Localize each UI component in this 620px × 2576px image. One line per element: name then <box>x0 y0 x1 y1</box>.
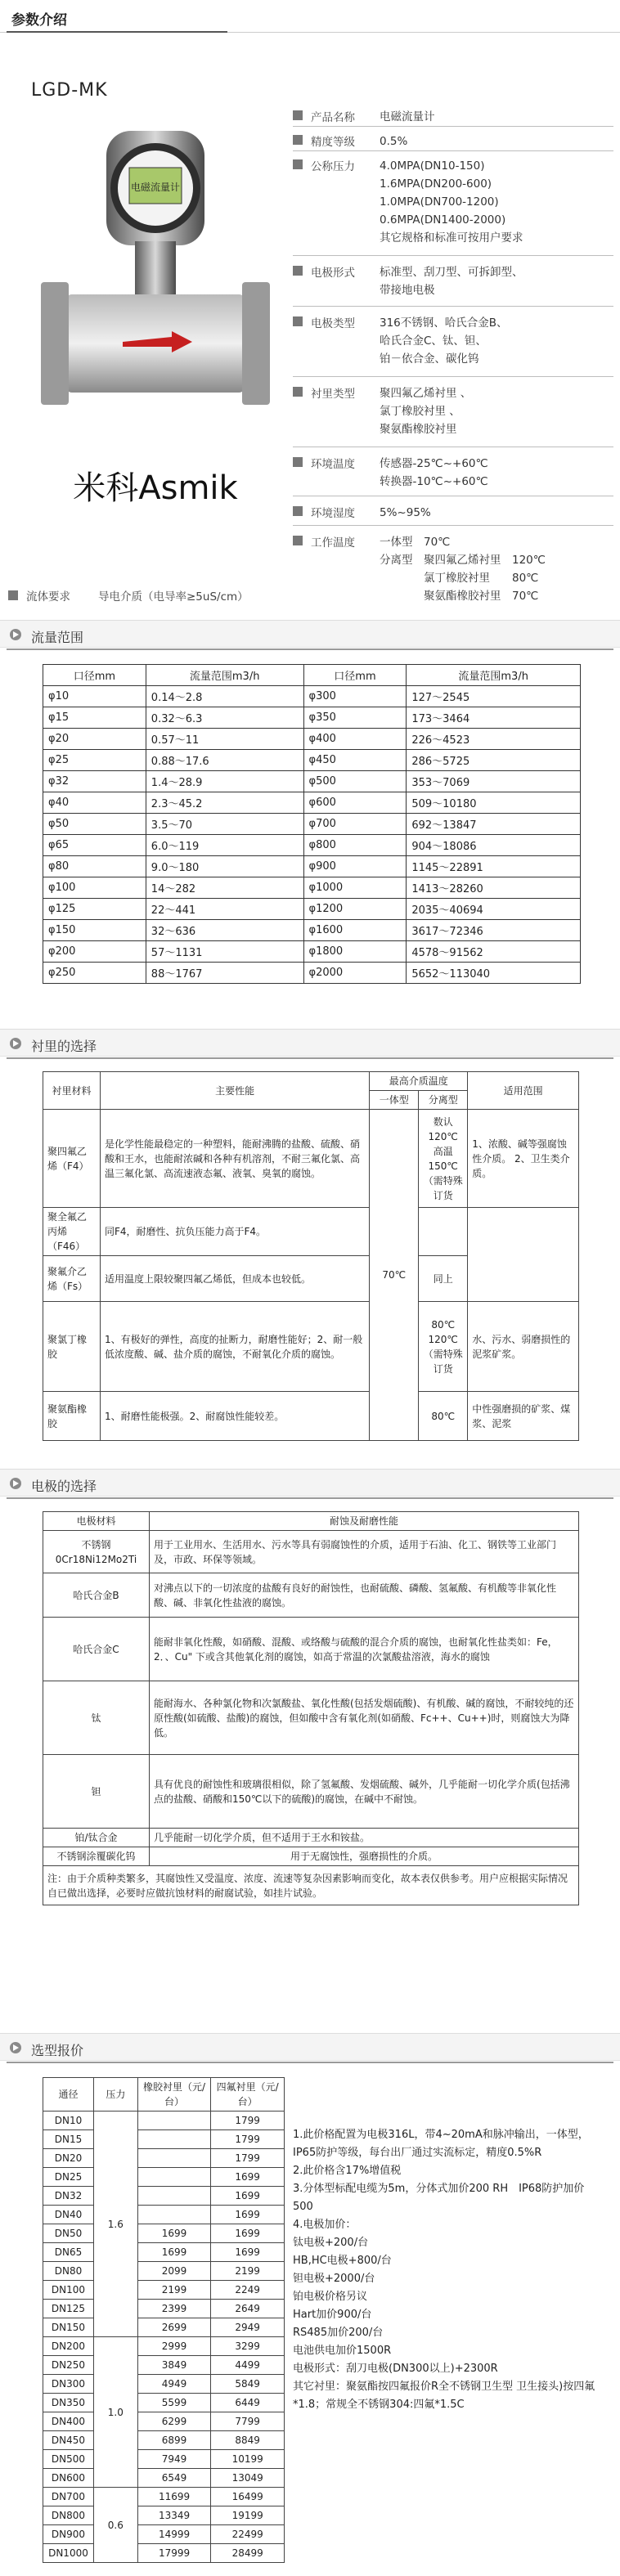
table-cell: φ1800 <box>303 941 407 963</box>
section-title: 流量范围 <box>31 630 84 645</box>
square-icon <box>293 457 303 467</box>
table-cell: φ1200 <box>303 899 407 920</box>
table-cell: 1799 <box>211 2130 285 2149</box>
table-cell: 数认120℃ 高温 150℃（需特殊订货 <box>419 1110 468 1208</box>
price-table <box>43 2077 285 2563</box>
table-cell: DN50 <box>43 2224 94 2243</box>
table-header: 耐蚀及耐磨性能 <box>149 1512 578 1531</box>
table-cell: 1、浓酸、碱等强腐蚀性介质。 2、卫生类介质。 <box>468 1110 579 1208</box>
spec-label: 产品名称 <box>311 111 355 124</box>
table-cell: 1.0 <box>93 2337 137 2488</box>
table-cell: 钛 <box>43 1681 150 1755</box>
table-cell: 能耐海水、各种氯化物和次氯酸盐、氧化性酸(包括发烟硫酸)、有机酸、碱的腐蚀，不耐较纯的还原性酸(如硫酸、盐酸)的腐蚀，但如酸中含有氧化剂(如硝酸、Fc++、Cu++)时，则腐蚀大为降低。 <box>149 1681 578 1755</box>
table-cell: φ100 <box>43 877 146 899</box>
square-icon <box>293 506 303 516</box>
table-row <box>43 2224 285 2243</box>
table-cell: 22～441 <box>146 899 303 920</box>
table-row <box>43 771 581 792</box>
table-cell: DN20 <box>43 2149 94 2168</box>
table-header: 电极材料 <box>43 1512 150 1531</box>
table-cell: 2199 <box>137 2281 211 2300</box>
spec-value: 0.6MPA(DN1400-2000) <box>380 213 506 227</box>
table-row <box>43 2149 285 2168</box>
table-cell: 226～4523 <box>407 729 581 750</box>
table-cell: 0.6 <box>93 2488 137 2563</box>
electrode-note: 注：由于介质种类繁多，其腐蚀性又受温度、浓度、流速等复杂因素影响而变化，故本表仅供参考。用户应根据实际情况自已做出选择，必要时应做抗蚀材料的耐腐试验，如挂片试验。 <box>43 1866 579 1905</box>
table-row <box>43 707 581 729</box>
table-cell: 5599 <box>137 2394 211 2412</box>
table-cell: 9.0～180 <box>146 856 303 877</box>
table-cell: 28499 <box>211 2544 285 2563</box>
table-cell: DN600 <box>43 2469 94 2488</box>
table-cell: 适用温度上限较聚四氟乙烯低，但成本也较低。 <box>100 1256 369 1302</box>
table-cell: φ65 <box>43 835 146 856</box>
table-row <box>43 2243 285 2262</box>
table-cell: 127～2545 <box>407 686 581 707</box>
table-cell: 几乎能耐一切化学介质，但不适用于王水和铵盐。 <box>149 1829 578 1847</box>
table-header: 通径 <box>43 2078 94 2112</box>
table-row <box>43 2262 285 2281</box>
table-header: 压力 <box>93 2078 137 2112</box>
table-cell: 用于无腐蚀性，强磨损性的介质。 <box>149 1847 578 1866</box>
table-cell: 具有优良的耐蚀性和玻璃很相似，除了氢氟酸、发烟硫酸、碱外，几乎能耐一切化学介质(包括沸点的盐酸、硝酸和150℃以下的硫酸)的腐蚀，在碱中不耐蚀。 <box>149 1755 578 1829</box>
table-header: 适用范围 <box>468 1072 579 1110</box>
table-cell: φ400 <box>303 729 407 750</box>
table-row <box>43 2112 285 2130</box>
table-cell: 10199 <box>211 2450 285 2469</box>
table-cell: DN80 <box>43 2262 94 2281</box>
table-cell: 2035～40694 <box>407 899 581 920</box>
table-header: 口径mm <box>303 665 407 686</box>
table-cell: 6299 <box>137 2412 211 2431</box>
spec-value: 316不锈钢、哈氏合金B、 <box>380 316 508 330</box>
table-cell: 聚氯丁橡胶 <box>43 1302 101 1392</box>
note-line: 2.此价格含17%增值税 <box>293 2165 402 2177</box>
table-cell: 不锈钢涂覆碳化钨 <box>43 1847 150 1866</box>
table-cell: DN40 <box>43 2206 94 2224</box>
table-cell: 0.88～17.6 <box>146 750 303 771</box>
table-cell: DN250 <box>43 2356 94 2375</box>
note-line: 其它衬里：聚氨酯按四氟报价R全不锈钢卫生型 卫生接头)按四氟*1.8；常规全不锈钢304:四氟*1.5C <box>293 2381 595 2411</box>
table-row <box>43 963 581 984</box>
table-cell: 2949 <box>211 2318 285 2337</box>
table-header: 流量范围m3/h <box>146 665 303 686</box>
square-icon <box>293 266 303 276</box>
table-cell: 同上 <box>419 1256 468 1302</box>
table-cell: φ700 <box>303 814 407 835</box>
table-cell: 692～13847 <box>407 814 581 835</box>
table-cell: 不锈钢 0Cr18Ni12Mo2Ti <box>43 1531 150 1573</box>
table-cell: φ500 <box>303 771 407 792</box>
spec-value: 聚四氟乙烯衬里 、 <box>380 387 472 400</box>
spec-value: 传感器-25℃~+60℃ <box>380 457 488 470</box>
table-cell: 14999 <box>137 2525 211 2544</box>
spec-value: 4.0MPA(DN10-150) <box>380 159 485 173</box>
table-cell: φ40 <box>43 792 146 814</box>
table-cell: 1、有极好的弹性，高度的扯断力，耐磨性能好；2、耐一般低浓度酸、碱、盐介质的腐蚀，不耐氧化介质的腐蚀。 <box>100 1302 369 1392</box>
note-line: 3.分体型标配电缆为5m，分体式加价200 RH IP68防护加价500 <box>293 2183 585 2213</box>
table-cell: DN700 <box>43 2488 94 2506</box>
price-notes <box>286 2126 605 2414</box>
table-cell: 对沸点以下的一切浓度的盐酸有良好的耐蚀性，也耐硫酸、磷酸、氢氟酸、有机酸等非氧化性酸、碱、非氧化性盐液的腐蚀。 <box>149 1573 578 1618</box>
spec-value: 5%~95% <box>380 506 431 519</box>
flow-range-table <box>43 664 581 984</box>
spec-label: 环境温度 <box>311 458 355 471</box>
note-line: HB,HC电极+800/台 <box>293 2255 392 2267</box>
section-header-flow <box>0 620 620 648</box>
page-title: 参数介绍 <box>11 12 67 29</box>
table-cell: 1799 <box>211 2112 285 2130</box>
table-row <box>43 2206 285 2224</box>
table-row <box>43 2187 285 2206</box>
table-cell: φ350 <box>303 707 407 729</box>
table-cell: 聚全氟乙丙烯（F46） <box>43 1208 101 1256</box>
table-cell: φ80 <box>43 856 146 877</box>
spec-value: 1.6MPA(DN200-600) <box>380 177 492 191</box>
table-cell: 是化学性能最稳定的一种塑料，能耐沸腾的盐酸、硫酸、硝酸和王水，也能耐浓碱和各种有机溶剂，不耐三氟化氯、高温三氟化氯、高流速液态氟、液氧、臭氧的腐蚀。 <box>100 1110 369 1208</box>
table-row <box>43 2506 285 2525</box>
table-cell: 80℃ <box>419 1392 468 1441</box>
square-icon <box>293 536 303 545</box>
table-cell <box>468 1208 579 1302</box>
arrow-circle-icon <box>10 629 21 640</box>
table-cell: 聚氨酯橡胶 <box>43 1392 101 1441</box>
table-cell: 6549 <box>137 2469 211 2488</box>
medium-value: 导电介质（电导率≥5uS/cm） <box>98 590 249 604</box>
table-cell: φ2000 <box>303 963 407 984</box>
table-cell: 6899 <box>137 2431 211 2450</box>
table-row <box>43 2356 285 2375</box>
table-cell: 6.0～119 <box>146 835 303 856</box>
table-cell: 57～1131 <box>146 941 303 963</box>
table-header: 分离型 <box>419 1091 468 1110</box>
table-cell: 8849 <box>211 2431 285 2450</box>
table-cell: 19199 <box>211 2506 285 2525</box>
table-cell: 14～282 <box>146 877 303 899</box>
table-cell: 11699 <box>137 2488 211 2506</box>
table-cell: 1145～22891 <box>407 856 581 877</box>
table-cell: 0.32～6.3 <box>146 707 303 729</box>
table-cell: 17999 <box>137 2544 211 2563</box>
table-cell: 2099 <box>137 2262 211 2281</box>
spec-label: 环境湿度 <box>311 507 355 520</box>
spec-value: 其它规格和标准可按用户要求 <box>380 231 523 245</box>
table-cell: 2199 <box>211 2262 285 2281</box>
table-row <box>43 2525 285 2544</box>
spec-value: 1.0MPA(DN700-1200) <box>380 195 499 209</box>
table-cell: 1699 <box>211 2224 285 2243</box>
table-cell: DN500 <box>43 2450 94 2469</box>
spec-value: 氯丁橡胶衬里 80℃ <box>380 572 539 585</box>
table-cell: DN200 <box>43 2337 94 2356</box>
table-cell: DN32 <box>43 2187 94 2206</box>
section-header-liner <box>0 1029 620 1057</box>
table-row <box>43 2450 285 2469</box>
table-row <box>43 2337 285 2356</box>
table-header: 最高介质温度 <box>370 1072 468 1091</box>
table-cell: 4499 <box>211 2356 285 2375</box>
table-cell: 2399 <box>137 2300 211 2318</box>
table-cell: 哈氏合金B <box>43 1573 150 1618</box>
table-cell: 5849 <box>211 2375 285 2394</box>
table-cell: DN300 <box>43 2375 94 2394</box>
table-row <box>43 2469 285 2488</box>
spec-value: 0.5% <box>380 135 408 148</box>
note-line: 电池供电加价1500R <box>293 2345 392 2357</box>
table-cell: φ32 <box>43 771 146 792</box>
table-cell: 1699 <box>211 2187 285 2206</box>
note-line: 铂电极价格另议 <box>293 2291 368 2303</box>
table-cell: DN25 <box>43 2168 94 2187</box>
section-header-electrode <box>0 1469 620 1497</box>
table-row <box>43 2168 285 2187</box>
table-cell: φ15 <box>43 707 146 729</box>
table-cell: 4949 <box>137 2375 211 2394</box>
model-name: LGD-MK <box>31 80 108 101</box>
table-cell: DN1000 <box>43 2544 94 2563</box>
table-cell: DN400 <box>43 2412 94 2431</box>
table-cell: φ600 <box>303 792 407 814</box>
table-cell: 水、污水、弱磨损性的泥浆矿浆。 <box>468 1302 579 1392</box>
section-title: 电极的选择 <box>31 1479 97 1494</box>
table-cell <box>137 2206 211 2224</box>
table-cell: 22499 <box>211 2525 285 2544</box>
note-line: 电极形式：刮刀电极(DN300以上)+2300R <box>293 2363 498 2375</box>
spec-value: 带接地电极 <box>380 284 435 297</box>
spec-label: 电极类型 <box>311 317 355 330</box>
table-row <box>43 750 581 771</box>
table-cell <box>419 1208 468 1256</box>
table-row <box>43 2318 285 2337</box>
table-row <box>43 2281 285 2300</box>
watermark: 米科Asmik <box>73 469 238 507</box>
spec-value: 铂－依合金、碳化钨 <box>380 352 479 366</box>
table-cell: 80℃ 120℃（需特殊订货 <box>419 1302 468 1392</box>
table-header: 流量范围m3/h <box>407 665 581 686</box>
spec-value: 哈氏合金C、钛、钽、 <box>380 334 487 348</box>
table-cell: 353～7069 <box>407 771 581 792</box>
spec-label: 公称压力 <box>311 160 355 173</box>
table-cell: 3849 <box>137 2356 211 2375</box>
table-cell: 1413～28260 <box>407 877 581 899</box>
table-row <box>43 2412 285 2431</box>
square-icon <box>8 590 18 600</box>
table-cell: 32～636 <box>146 920 303 941</box>
table-cell: φ125 <box>43 899 146 920</box>
table-cell: 聚氟介乙烯（Fs） <box>43 1256 101 1302</box>
table-cell: 4578～91562 <box>407 941 581 963</box>
note-line: RS485加价200/台 <box>293 2327 384 2339</box>
medium-label: 流体要求 <box>26 590 70 604</box>
table-cell <box>137 2112 211 2130</box>
section-title: 选型报价 <box>31 2043 84 2058</box>
table-cell: φ200 <box>43 941 146 963</box>
square-icon <box>293 135 303 145</box>
table-cell: 1699 <box>137 2224 211 2243</box>
table-cell: 2649 <box>211 2300 285 2318</box>
table-cell: 6449 <box>211 2394 285 2412</box>
table-cell: φ250 <box>43 963 146 984</box>
section-title: 衬里的选择 <box>31 1039 97 1054</box>
table-cell: DN125 <box>43 2300 94 2318</box>
spec-label: 衬里类型 <box>311 388 355 401</box>
table-cell: DN100 <box>43 2281 94 2300</box>
section-header-price <box>0 2033 620 2061</box>
table-cell: 2699 <box>137 2318 211 2337</box>
table-header: 主要性能 <box>100 1072 369 1110</box>
table-cell: 2999 <box>137 2337 211 2356</box>
spec-value: 分离型 聚四氟乙烯衬里 120℃ <box>380 554 546 567</box>
table-cell: φ25 <box>43 750 146 771</box>
table-cell: φ50 <box>43 814 146 835</box>
table-row <box>43 792 581 814</box>
table-cell: 1.6 <box>93 2112 137 2337</box>
flowmeter-image <box>33 98 278 523</box>
table-cell: φ450 <box>303 750 407 771</box>
table-cell: 铂/钛合金 <box>43 1829 150 1847</box>
table-header: 四氟衬里（元/台） <box>211 2078 285 2112</box>
table-cell: 13049 <box>211 2469 285 2488</box>
table-row <box>43 729 581 750</box>
arrow-circle-icon <box>10 2042 21 2053</box>
table-row <box>43 2544 285 2563</box>
table-cell <box>137 2187 211 2206</box>
spec-label: 电极形式 <box>311 267 355 280</box>
note-line: 钛电极+200/台 <box>293 2237 369 2249</box>
table-cell: 1699 <box>211 2243 285 2262</box>
square-icon <box>293 316 303 326</box>
table-row <box>43 920 581 941</box>
table-cell: 0.14～2.8 <box>146 686 303 707</box>
note-line: 钽电极+2000/台 <box>293 2273 375 2285</box>
table-cell: φ1600 <box>303 920 407 941</box>
spec-value: 转换器-10℃~+60℃ <box>380 475 488 488</box>
table-cell: 7799 <box>211 2412 285 2431</box>
spec-label: 工作温度 <box>311 536 355 550</box>
table-cell: 2.3～45.2 <box>146 792 303 814</box>
table-cell: DN65 <box>43 2243 94 2262</box>
table-cell: φ1000 <box>303 877 407 899</box>
note-line: 4.电极加价： <box>293 2219 357 2231</box>
table-cell: DN900 <box>43 2525 94 2544</box>
table-row <box>43 899 581 920</box>
table-cell: φ300 <box>303 686 407 707</box>
table-row <box>43 856 581 877</box>
square-icon <box>293 159 303 169</box>
spec-value: 氯丁橡胶衬里 、 <box>380 405 461 418</box>
table-cell: DN350 <box>43 2394 94 2412</box>
table-cell: 聚四氟乙烯（F4） <box>43 1110 101 1208</box>
table-cell: φ150 <box>43 920 146 941</box>
table-cell: φ800 <box>303 835 407 856</box>
spec-value: 电磁流量计 <box>380 110 435 123</box>
table-cell: 1、耐磨性能极强。2、耐腐蚀性能较差。 <box>100 1392 369 1441</box>
liner-table <box>43 1071 579 1441</box>
arrow-circle-icon <box>10 1038 21 1049</box>
spec-value: 聚氨酯橡胶衬里 <box>380 423 457 436</box>
table-row <box>43 2300 285 2318</box>
table-cell: 1699 <box>211 2206 285 2224</box>
note-line: 1.此价格配置为电极316L，带4~20mA和脉冲输出，一体型，IP65防护等级，每台出厂通过实流标定，精度0.5%R <box>293 2129 589 2159</box>
table-cell: 3299 <box>211 2337 285 2356</box>
electrode-table <box>43 1511 579 1905</box>
table-cell: 用于工业用水、生活用水、污水等具有弱腐蚀性的介质，适用于石油、化工、钢铁等工业部门及，市政、环保等领域。 <box>149 1531 578 1573</box>
meter-display-label: 电磁流量计 <box>130 182 181 193</box>
table-cell: DN10 <box>43 2112 94 2130</box>
table-row <box>43 814 581 835</box>
table-cell: 7949 <box>137 2450 211 2469</box>
table-header: 衬里材料 <box>43 1072 101 1110</box>
table-cell <box>137 2168 211 2187</box>
table-header: 橡胶衬里（元/台） <box>137 2078 211 2112</box>
table-cell: DN450 <box>43 2431 94 2450</box>
table-cell: DN15 <box>43 2130 94 2149</box>
table-cell: 286～5725 <box>407 750 581 771</box>
table-cell: 中性强磨损的矿浆、煤浆、泥浆 <box>468 1392 579 1441</box>
table-cell: 5652～113040 <box>407 963 581 984</box>
square-icon <box>293 110 303 120</box>
table-row <box>43 877 581 899</box>
table-cell: 能耐非氧化性酸，如硝酸、混酸、或络酸与硫酸的混合介质的腐蚀，也耐氧化性盐类如：Fe，2．、Cu" 下或含其他氧化剂的腐蚀，如高于常温的次氯酸盐溶液，海水的腐蚀 <box>149 1618 578 1681</box>
table-row <box>43 2375 285 2394</box>
table-cell: 1699 <box>211 2168 285 2187</box>
table-cell: 哈氏合金C <box>43 1618 150 1681</box>
table-cell: 3.5～70 <box>146 814 303 835</box>
table-cell: 509～10180 <box>407 792 581 814</box>
table-row <box>43 2130 285 2149</box>
table-cell: 904～18086 <box>407 835 581 856</box>
table-row <box>43 2431 285 2450</box>
table-cell: DN150 <box>43 2318 94 2337</box>
table-cell: 3617～72346 <box>407 920 581 941</box>
table-cell <box>137 2149 211 2168</box>
table-cell: 173～3464 <box>407 707 581 729</box>
spec-value: 一体型 70℃ <box>380 536 451 549</box>
spec-label: 精度等级 <box>311 136 355 149</box>
table-row <box>43 941 581 963</box>
table-cell: φ900 <box>303 856 407 877</box>
square-icon <box>293 387 303 397</box>
table-cell: 13349 <box>137 2506 211 2525</box>
table-cell <box>137 2130 211 2149</box>
table-row <box>43 835 581 856</box>
table-cell: 70℃ <box>370 1110 419 1441</box>
table-header: 一体型 <box>370 1091 419 1110</box>
table-cell: 16499 <box>211 2488 285 2506</box>
table-cell: 同F4，耐磨性、抗负压能力高于F4。 <box>100 1208 369 1256</box>
table-cell: 88～1767 <box>146 963 303 984</box>
table-cell: DN800 <box>43 2506 94 2525</box>
table-row <box>43 686 581 707</box>
table-cell: 2249 <box>211 2281 285 2300</box>
table-cell: 1699 <box>137 2243 211 2262</box>
table-cell: 钽 <box>43 1755 150 1829</box>
page-title-bar <box>0 0 620 33</box>
table-cell: φ10 <box>43 686 146 707</box>
spec-value: 聚氨酯橡胶衬里 70℃ <box>380 590 539 603</box>
table-cell: 1799 <box>211 2149 285 2168</box>
arrow-circle-icon <box>10 1478 21 1489</box>
table-cell: 0.57～11 <box>146 729 303 750</box>
spec-value: 标准型、刮刀型、可拆卸型、 <box>380 266 523 279</box>
table-row <box>43 2488 285 2506</box>
table-header: 口径mm <box>43 665 146 686</box>
table-row <box>43 2394 285 2412</box>
note-line: Hart加价900/台 <box>293 2309 372 2321</box>
table-cell: 1.4～28.9 <box>146 771 303 792</box>
table-cell: φ20 <box>43 729 146 750</box>
